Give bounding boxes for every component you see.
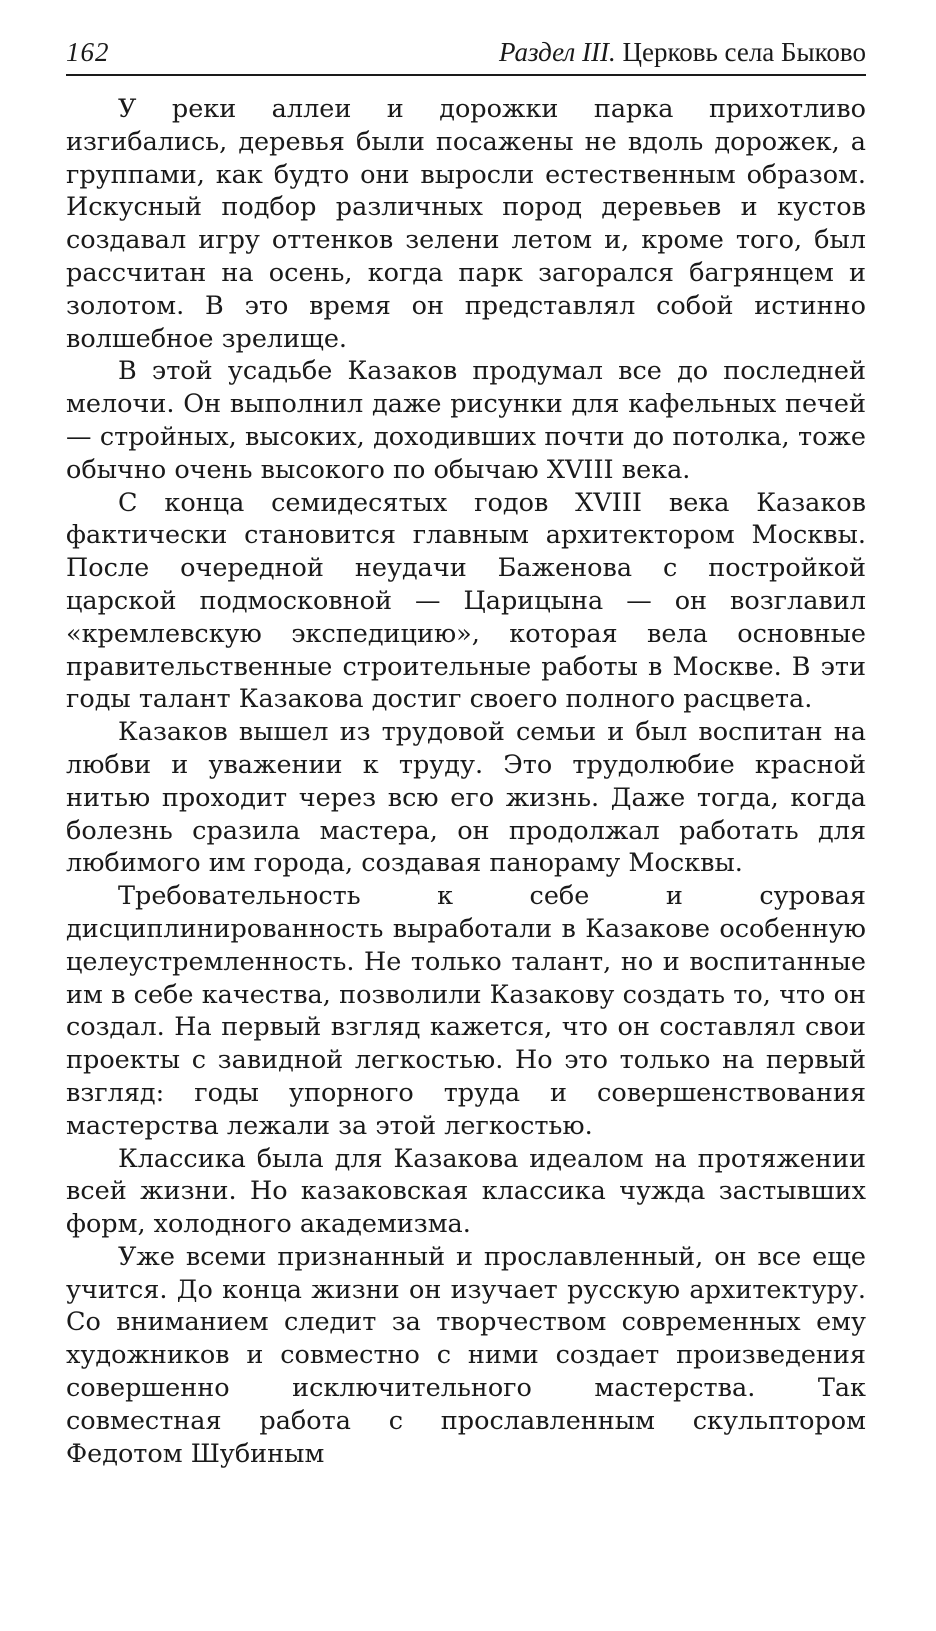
section-heading [499, 36, 866, 68]
body-text [66, 93, 866, 1470]
paragraph: Казаков вышел из трудовой семьи и был воспитан на любви и уважении к труду. Это трудолюбие красной нитью проходит через всю его жизнь. Даже тогда, когда болезнь сразила мастера, он продолжал работать для любимого им города, создавая панораму Москвы. [66, 717, 866, 879]
paragraph: Классика была для Казакова идеалом на протяжении всей жизни. Но казаковская классика чужда застывших форм, холодного академизма. [66, 1143, 866, 1240]
paragraph: С конца семидесятых годов XVIII века Казаков фактически становится главным архитектором Москвы. После очередной неудачи Баженова с постройкой царской подмосковной — Царицына — он возглавил «кремлевскую экспедицию», которая вела основные правительственные строительные работы в Москве. В эти годы талант Казакова достиг своего полного расцвета. [66, 487, 866, 715]
paragraph: В этой усадьбе Казаков продумал все до последней мелочи. Он выполнил даже рисунки для кафельных печей — стройных, высоких, доходивших почти до потолка, тоже обычно очень высокого по обычаю XVIII века. [66, 356, 866, 485]
paragraph: Уже всеми признанный и прославленный, он все еще учится. До конца жизни он изучает русскую архитектуру. Со вниманием следит за творчеством современных ему художников и совместно с ними создает произведения совершенно исключительного мастерства. Так совместная работа с прославленным скульптором Федотом Шубиным [66, 1241, 866, 1469]
page-number: 162 [66, 37, 110, 67]
running-header [66, 36, 866, 76]
book-page [66, 36, 866, 1470]
section-label: Раздел III. [499, 37, 616, 67]
section-title: Церковь села Быково [622, 37, 866, 67]
paragraph: Требовательность к себе и суровая дисциплинированность выработали в Казакове особенную целеустремленность. Не только талант, но и воспитанные им в себе качества, позволили Казакову создать то, что он создал. На первый взгляд кажется, что он составлял свои проекты с завидной легкостью. Но это только на первый взгляд: годы упорного труда и совершенствования мастерства лежали за этой легкостью. [66, 881, 866, 1141]
paragraph: У реки аллеи и дорожки парка прихотливо изгибались, деревья были посажены не вдоль дорожек, а группами, как будто они выросли естественным образом. Искусный подбор различных пород деревьев и кустов создавал игру оттенков зелени летом и, кроме того, был рассчитан на осень, когда парк загорался багрянцем и золотом. В это время он представлял собой истинно волшебное зрелище. [66, 94, 866, 354]
